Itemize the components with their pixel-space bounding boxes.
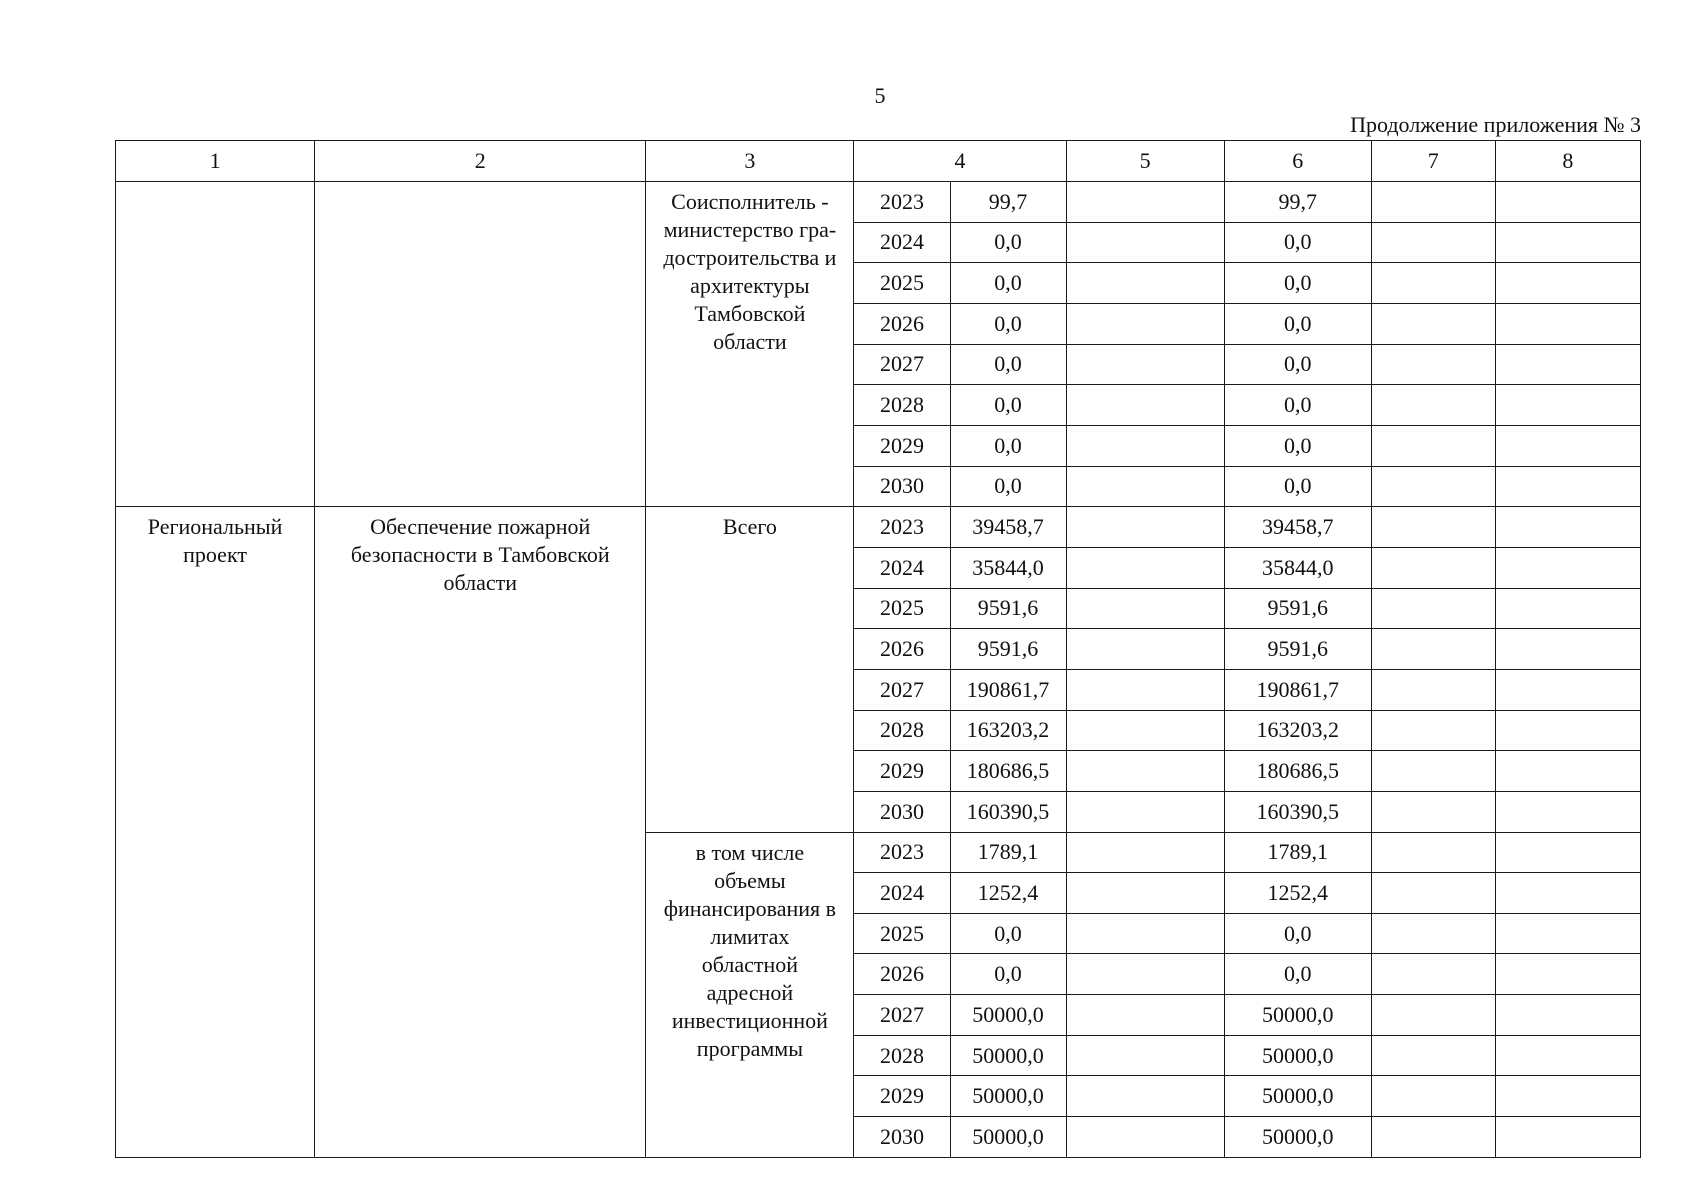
project-name-cell bbox=[315, 507, 646, 1158]
col7-cell bbox=[1371, 995, 1495, 1036]
limits-label-cell bbox=[646, 832, 854, 1158]
col5-cell bbox=[1066, 344, 1224, 385]
col7-cell bbox=[1371, 263, 1495, 304]
value-cell: 35844,0 bbox=[950, 547, 1066, 588]
col8-cell bbox=[1495, 629, 1640, 670]
col6-cell: 35844,0 bbox=[1224, 547, 1371, 588]
col7-cell bbox=[1371, 710, 1495, 751]
year-cell: 2027 bbox=[854, 344, 950, 385]
col7-cell bbox=[1371, 303, 1495, 344]
col6-cell: 9591,6 bbox=[1224, 629, 1371, 670]
year-cell: 2029 bbox=[854, 425, 950, 466]
year-cell: 2025 bbox=[854, 913, 950, 954]
limits-label-text: в том числе объемы финансирования в лимитах областной адресной инвестиционной программы bbox=[663, 839, 837, 1061]
col7-cell bbox=[1371, 873, 1495, 914]
col8-cell bbox=[1495, 507, 1640, 548]
value-cell: 190861,7 bbox=[950, 669, 1066, 710]
col5-cell bbox=[1066, 466, 1224, 507]
col8-cell bbox=[1495, 425, 1640, 466]
col8-cell bbox=[1495, 751, 1640, 792]
value-cell: 99,7 bbox=[950, 182, 1066, 223]
col7-cell bbox=[1371, 385, 1495, 426]
year-cell: 2027 bbox=[854, 669, 950, 710]
col5-cell bbox=[1066, 222, 1224, 263]
col5-cell bbox=[1066, 588, 1224, 629]
value-cell: 50000,0 bbox=[950, 1117, 1066, 1158]
col8-cell bbox=[1495, 263, 1640, 304]
col5-cell bbox=[1066, 954, 1224, 995]
project-type-text: Региональный проект bbox=[147, 514, 283, 568]
col5-cell bbox=[1066, 751, 1224, 792]
col5-cell bbox=[1066, 873, 1224, 914]
value-cell: 50000,0 bbox=[950, 1076, 1066, 1117]
year-cell: 2030 bbox=[854, 791, 950, 832]
year-cell: 2030 bbox=[854, 1117, 950, 1158]
executor-text: Соисполнитель - министерство гра- достроительства и архитектуры Тамбовской области bbox=[663, 189, 837, 354]
value-cell: 163203,2 bbox=[950, 710, 1066, 751]
value-cell: 0,0 bbox=[950, 913, 1066, 954]
year-cell: 2030 bbox=[854, 466, 950, 507]
col8-cell bbox=[1495, 710, 1640, 751]
value-cell: 0,0 bbox=[950, 263, 1066, 304]
col6-cell: 163203,2 bbox=[1224, 710, 1371, 751]
col7-cell bbox=[1371, 222, 1495, 263]
year-cell: 2026 bbox=[854, 954, 950, 995]
header-cell-1: 1 bbox=[116, 141, 315, 182]
col7-cell bbox=[1371, 344, 1495, 385]
total-label-text: Всего bbox=[722, 514, 777, 540]
col5-cell bbox=[1066, 791, 1224, 832]
table-row bbox=[116, 507, 1641, 548]
year-cell: 2025 bbox=[854, 588, 950, 629]
year-cell: 2026 bbox=[854, 629, 950, 670]
col7-cell bbox=[1371, 1076, 1495, 1117]
col8-cell bbox=[1495, 954, 1640, 995]
value-cell: 50000,0 bbox=[950, 995, 1066, 1036]
value-cell: 0,0 bbox=[950, 425, 1066, 466]
value-cell: 0,0 bbox=[950, 344, 1066, 385]
col6-cell: 0,0 bbox=[1224, 385, 1371, 426]
col8-cell bbox=[1495, 466, 1640, 507]
year-cell: 2026 bbox=[854, 303, 950, 344]
col6-cell: 0,0 bbox=[1224, 954, 1371, 995]
year-cell: 2028 bbox=[854, 1035, 950, 1076]
col5-cell bbox=[1066, 303, 1224, 344]
col8-cell bbox=[1495, 832, 1640, 873]
col5-cell bbox=[1066, 182, 1224, 223]
col7-cell bbox=[1371, 669, 1495, 710]
col8-cell bbox=[1495, 547, 1640, 588]
col7-cell bbox=[1371, 791, 1495, 832]
value-cell: 0,0 bbox=[950, 222, 1066, 263]
header-cell-2: 2 bbox=[315, 141, 646, 182]
col6-cell: 50000,0 bbox=[1224, 1035, 1371, 1076]
value-cell: 160390,5 bbox=[950, 791, 1066, 832]
value-cell: 1252,4 bbox=[950, 873, 1066, 914]
col5-cell bbox=[1066, 832, 1224, 873]
col8-cell bbox=[1495, 913, 1640, 954]
col5-cell bbox=[1066, 385, 1224, 426]
header-cell-3: 3 bbox=[646, 141, 854, 182]
col7-cell bbox=[1371, 751, 1495, 792]
value-cell: 50000,0 bbox=[950, 1035, 1066, 1076]
col6-cell: 0,0 bbox=[1224, 913, 1371, 954]
col7-cell bbox=[1371, 182, 1495, 223]
value-cell: 0,0 bbox=[950, 954, 1066, 995]
col6-cell: 0,0 bbox=[1224, 466, 1371, 507]
col6-cell: 160390,5 bbox=[1224, 791, 1371, 832]
col5-cell bbox=[1066, 263, 1224, 304]
project-name-text: Обеспечение пожарной безопасности в Тамбовской области bbox=[350, 514, 610, 596]
col5-cell bbox=[1066, 629, 1224, 670]
year-cell: 2025 bbox=[854, 263, 950, 304]
year-cell: 2027 bbox=[854, 995, 950, 1036]
col5-cell bbox=[1066, 913, 1224, 954]
year-cell: 2024 bbox=[854, 222, 950, 263]
header-cell-8: 8 bbox=[1495, 141, 1640, 182]
header-cell-6: 6 bbox=[1224, 141, 1371, 182]
col6-cell: 180686,5 bbox=[1224, 751, 1371, 792]
header-cell-7: 7 bbox=[1371, 141, 1495, 182]
col6-cell: 39458,7 bbox=[1224, 507, 1371, 548]
col7-cell bbox=[1371, 547, 1495, 588]
col6-cell: 50000,0 bbox=[1224, 1117, 1371, 1158]
value-cell: 180686,5 bbox=[950, 751, 1066, 792]
value-cell: 9591,6 bbox=[950, 588, 1066, 629]
value-cell: 0,0 bbox=[950, 303, 1066, 344]
col6-cell: 1789,1 bbox=[1224, 832, 1371, 873]
col7-cell bbox=[1371, 466, 1495, 507]
col8-cell bbox=[1495, 791, 1640, 832]
page-number: 5 bbox=[874, 83, 886, 108]
value-cell: 1789,1 bbox=[950, 832, 1066, 873]
year-cell: 2029 bbox=[854, 1076, 950, 1117]
col5-cell bbox=[1066, 669, 1224, 710]
col7-cell bbox=[1371, 425, 1495, 466]
value-cell: 39458,7 bbox=[950, 507, 1066, 548]
executor-cell bbox=[646, 182, 854, 507]
col8-cell bbox=[1495, 385, 1640, 426]
col6-cell: 0,0 bbox=[1224, 425, 1371, 466]
col8-cell bbox=[1495, 1117, 1640, 1158]
col8-cell bbox=[1495, 873, 1640, 914]
col2-cell bbox=[315, 182, 646, 507]
year-cell: 2029 bbox=[854, 751, 950, 792]
col5-cell bbox=[1066, 547, 1224, 588]
table-row bbox=[116, 182, 1641, 223]
header-cell-4: 4 bbox=[854, 141, 1066, 182]
header-row bbox=[116, 141, 1641, 182]
col8-cell bbox=[1495, 588, 1640, 629]
continuation-label: Продолжение приложения № 3 bbox=[1350, 112, 1641, 137]
year-cell: 2023 bbox=[854, 507, 950, 548]
year-cell: 2023 bbox=[854, 182, 950, 223]
col5-cell bbox=[1066, 507, 1224, 548]
col6-cell: 0,0 bbox=[1224, 344, 1371, 385]
col7-cell bbox=[1371, 629, 1495, 670]
col5-cell bbox=[1066, 1076, 1224, 1117]
col6-cell: 0,0 bbox=[1224, 263, 1371, 304]
col6-cell: 50000,0 bbox=[1224, 995, 1371, 1036]
col6-cell: 1252,4 bbox=[1224, 873, 1371, 914]
col6-cell: 9591,6 bbox=[1224, 588, 1371, 629]
col6-cell: 0,0 bbox=[1224, 303, 1371, 344]
col6-cell: 99,7 bbox=[1224, 182, 1371, 223]
col8-cell bbox=[1495, 303, 1640, 344]
total-label-cell bbox=[646, 507, 854, 832]
col5-cell bbox=[1066, 425, 1224, 466]
project-type-cell bbox=[116, 507, 315, 1158]
col7-cell bbox=[1371, 588, 1495, 629]
col8-cell bbox=[1495, 344, 1640, 385]
col8-cell bbox=[1495, 1035, 1640, 1076]
col6-cell: 50000,0 bbox=[1224, 1076, 1371, 1117]
value-cell: 9591,6 bbox=[950, 629, 1066, 670]
year-cell: 2028 bbox=[854, 710, 950, 751]
col8-cell bbox=[1495, 669, 1640, 710]
col5-cell bbox=[1066, 710, 1224, 751]
col6-cell: 0,0 bbox=[1224, 222, 1371, 263]
col1-cell bbox=[116, 182, 315, 507]
col7-cell bbox=[1371, 832, 1495, 873]
col7-cell bbox=[1371, 507, 1495, 548]
year-cell: 2024 bbox=[854, 873, 950, 914]
col6-cell: 190861,7 bbox=[1224, 669, 1371, 710]
header-cell-5: 5 bbox=[1066, 141, 1224, 182]
col7-cell bbox=[1371, 913, 1495, 954]
col7-cell bbox=[1371, 1035, 1495, 1076]
col8-cell bbox=[1495, 995, 1640, 1036]
value-cell: 0,0 bbox=[950, 385, 1066, 426]
col7-cell bbox=[1371, 954, 1495, 995]
appendix-table bbox=[115, 140, 1641, 1158]
col8-cell bbox=[1495, 222, 1640, 263]
col7-cell bbox=[1371, 1117, 1495, 1158]
col8-cell bbox=[1495, 182, 1640, 223]
col8-cell bbox=[1495, 1076, 1640, 1117]
col5-cell bbox=[1066, 995, 1224, 1036]
year-cell: 2023 bbox=[854, 832, 950, 873]
year-cell: 2028 bbox=[854, 385, 950, 426]
table-body bbox=[116, 182, 1641, 1158]
year-cell: 2024 bbox=[854, 547, 950, 588]
col5-cell bbox=[1066, 1117, 1224, 1158]
col5-cell bbox=[1066, 1035, 1224, 1076]
value-cell: 0,0 bbox=[950, 466, 1066, 507]
